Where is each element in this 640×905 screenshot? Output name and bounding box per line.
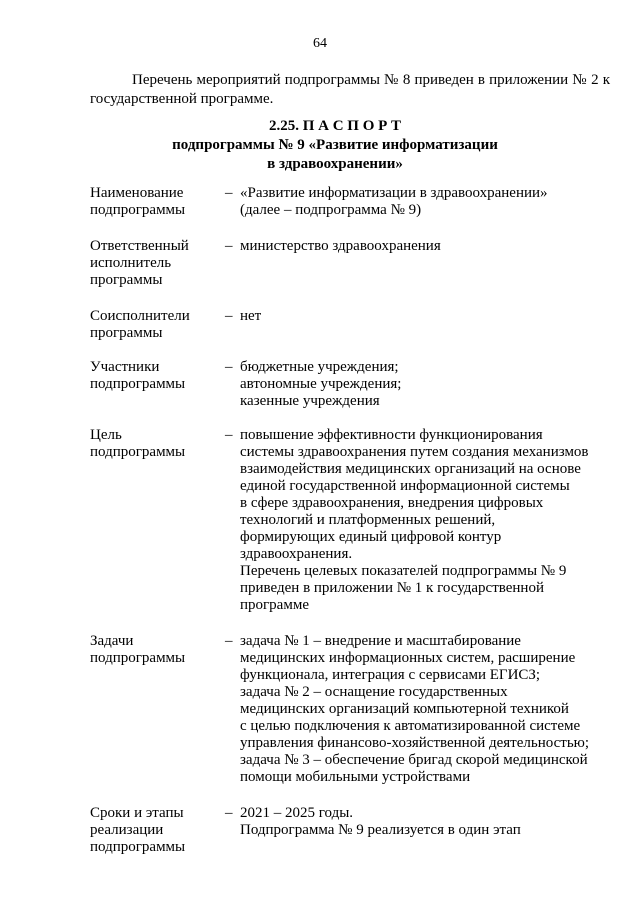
row-value-line: в сфере здравоохранения, внедрения цифровых <box>240 495 544 511</box>
row-dash: – <box>225 805 233 821</box>
row-value-line: повышение эффективности функционирования <box>240 427 543 443</box>
row-dash: – <box>225 185 233 201</box>
row-value-line: автономные учреждения; <box>240 376 402 392</box>
row-label-line: исполнитель <box>90 255 172 271</box>
row-value-line: технологий и платформенных решений, <box>240 512 496 528</box>
passport-row <box>90 185 610 219</box>
row-value-line: медицинских организаций компьютерной техникой <box>240 701 569 717</box>
row-label-line: подпрограммы <box>90 839 186 855</box>
intro-paragraph: Перечень мероприятий подпрограммы № 8 приведен в приложении № 2 к государственной программе. <box>90 72 610 107</box>
row-value-line: медицинских информационных систем, расширение <box>240 650 576 666</box>
row-value <box>240 308 610 342</box>
row-label <box>90 427 225 614</box>
passport-row <box>90 238 610 289</box>
row-value-line: помощи мобильными устройствами <box>240 769 471 785</box>
passport-row <box>90 633 610 786</box>
row-value-line: (далее – подпрограмма № 9) <box>240 202 422 218</box>
row-value <box>240 359 610 410</box>
row-value-line: с целью подключения к автоматизированной системе <box>240 718 581 734</box>
row-dash: – <box>225 359 233 375</box>
row-value-line: задача № 1 – внедрение и масштабирование <box>240 633 521 649</box>
row-label <box>90 633 225 786</box>
row-label-line: Цель <box>90 427 122 443</box>
row-value-line: приведен в приложении № 1 к государственной <box>240 580 544 596</box>
row-value-line: управления финансово-хозяйственной деятельностью; <box>240 735 590 751</box>
row-value <box>240 805 610 856</box>
heading-line: в здравоохранении» <box>267 156 403 172</box>
row-label <box>90 185 225 219</box>
row-label-line: Задачи <box>90 633 134 649</box>
row-label-line: подпрограммы <box>90 650 186 666</box>
row-label-line: Наименование <box>90 185 184 201</box>
row-label-line: Ответственный <box>90 238 189 254</box>
row-value-line: Подпрограмма № 9 реализуется в один этап <box>240 822 521 838</box>
passport-row <box>90 359 610 410</box>
row-value-line: здравоохранения. <box>240 546 353 562</box>
passport-row <box>90 427 610 614</box>
row-label <box>90 805 225 856</box>
row-label-line: Сроки и этапы <box>90 805 184 821</box>
row-value-line: нет <box>240 308 262 324</box>
row-value-line: министерство здравоохранения <box>240 238 441 254</box>
row-label-line: подпрограммы <box>90 202 186 218</box>
row-value-line: Перечень целевых показателей подпрограммы № 9 <box>240 563 567 579</box>
row-value-line: единой государственной информационной системы <box>240 478 570 494</box>
passport-row <box>90 805 610 856</box>
row-label <box>90 359 225 410</box>
row-value-line: 2021 – 2025 годы. <box>240 805 354 821</box>
row-value-line: «Развитие информатизации в здравоохранении» <box>240 185 548 201</box>
passport-heading <box>90 117 580 174</box>
row-value <box>240 238 610 289</box>
heading-line: 2.25. П А С П О Р Т <box>268 118 402 134</box>
heading-line: подпрограммы № 9 «Развитие информатизации <box>172 137 498 153</box>
row-value-line: бюджетные учреждения; <box>240 359 399 375</box>
row-value <box>240 427 610 614</box>
row-label-line: Участники <box>90 359 160 375</box>
page-number: 64 <box>313 36 327 51</box>
row-value-line: формирующих единый цифровой контур <box>240 529 502 545</box>
row-label-line: программы <box>90 325 163 341</box>
row-value-line: системы здравоохранения путем создания механизмов <box>240 444 589 460</box>
row-dash: – <box>225 238 233 254</box>
row-value-line: казенные учреждения <box>240 393 380 409</box>
row-label-line: подпрограммы <box>90 376 186 392</box>
row-label <box>90 308 225 342</box>
row-label <box>90 238 225 289</box>
row-label-line: реализации <box>90 822 164 838</box>
row-value-line: задача № 3 – обеспечение бригад скорой медицинской <box>240 752 588 768</box>
row-value-line: взаимодействия медицинских организаций на основе <box>240 461 581 477</box>
row-value-line: задача № 2 – оснащение государственных <box>240 684 508 700</box>
row-dash: – <box>225 427 233 443</box>
row-dash: – <box>225 308 233 324</box>
row-label-line: Соисполнители <box>90 308 190 324</box>
row-label-line: подпрограммы <box>90 444 186 460</box>
passport-row <box>90 308 610 342</box>
row-label-line: программы <box>90 272 163 288</box>
row-value <box>240 633 610 786</box>
row-value-line: программе <box>240 597 309 613</box>
row-dash: – <box>225 633 233 649</box>
passport-table <box>90 185 610 856</box>
row-value-line: функционала, интеграция с сервисами ЕГИСЗ; <box>240 667 541 683</box>
row-value <box>240 185 610 219</box>
